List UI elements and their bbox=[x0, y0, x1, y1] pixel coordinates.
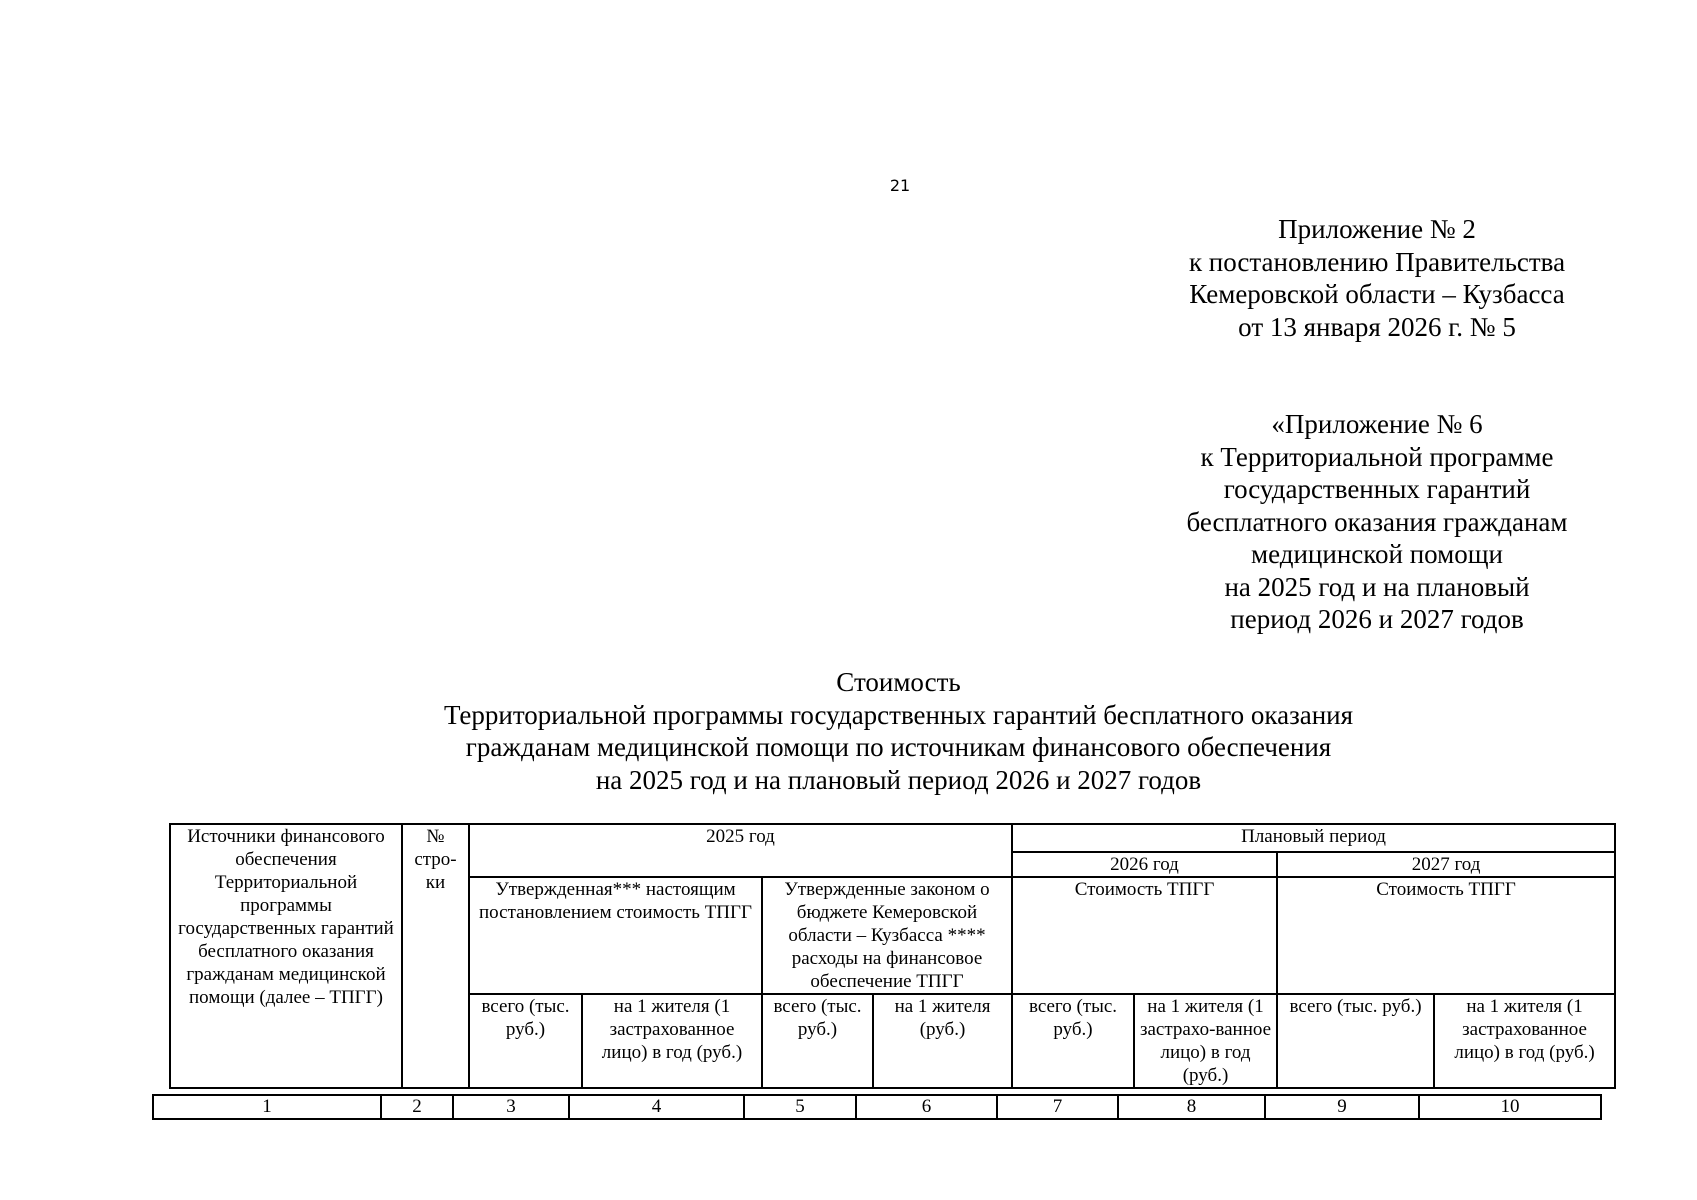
header-year-2027: 2027 год bbox=[1277, 852, 1615, 877]
subheader-per-capita: на 1 жителя (руб.) bbox=[873, 994, 1012, 1088]
subheader-per-capita: на 1 жителя (1 застрахо-ванное лицо) в год (руб.) bbox=[1134, 994, 1277, 1088]
annex-6-line: государственных гарантий bbox=[1223, 474, 1531, 504]
column-number: 9 bbox=[1265, 1095, 1419, 1119]
column-number: 6 bbox=[856, 1095, 997, 1119]
column-number: 8 bbox=[1118, 1095, 1265, 1119]
title-line: на 2025 год и на плановый период 2026 и 2027 годов bbox=[595, 764, 1202, 795]
cost-table-header bbox=[169, 823, 1616, 1089]
annex-2-line: к постановлению Правительства bbox=[1188, 246, 1566, 277]
annex-6-line: период 2026 и 2027 годов bbox=[1230, 604, 1524, 634]
header-approved-cost: Утвержденная*** настоящим постановлением стоимость ТПГГ bbox=[469, 877, 762, 994]
annex-6-line: медицинской помощи bbox=[1251, 539, 1503, 569]
annex-2-header bbox=[1147, 213, 1607, 343]
subheader-per-capita: на 1 жителя (1 застрахованное лицо) в год (руб.) bbox=[582, 994, 762, 1088]
title-line: Стоимость bbox=[836, 667, 961, 697]
document-title bbox=[300, 666, 1497, 796]
annex-6-line: «Приложение № 6 bbox=[1271, 409, 1483, 439]
annex-2-line: Кемеровской области – Кузбасса bbox=[1189, 279, 1565, 309]
title-line: гражданам медицинской помощи по источникам финансового обеспечения bbox=[465, 732, 1332, 762]
column-number: 7 bbox=[997, 1095, 1118, 1119]
subheader-total: всего (тыс. руб.) bbox=[762, 994, 873, 1088]
column-numbers-row bbox=[152, 1094, 1602, 1120]
annex-6-line: бесплатного оказания гражданам bbox=[1186, 506, 1568, 537]
header-law-expenses: Утвержденные законом о бюджете Кемеровской области – Кузбасса **** расходы на финансовое обеспечение ТПГГ bbox=[762, 877, 1012, 994]
column-number: 3 bbox=[453, 1095, 569, 1119]
header-cost-2027: Стоимость ТПГГ bbox=[1277, 877, 1615, 994]
annex-2-line: от 13 января 2026 г. № 5 bbox=[1238, 311, 1516, 342]
column-number: 2 bbox=[381, 1095, 453, 1119]
header-row-number: № стро-ки bbox=[402, 824, 469, 1088]
column-number: 4 bbox=[569, 1095, 744, 1119]
header-planned-period: Плановый период bbox=[1012, 824, 1615, 852]
column-number: 5 bbox=[744, 1095, 856, 1119]
subheader-total: всего (тыс. руб.) bbox=[469, 994, 582, 1088]
header-cost-2026: Стоимость ТПГГ bbox=[1012, 877, 1277, 994]
page-number: 21 bbox=[889, 176, 911, 195]
annex-2-line: Приложение № 2 bbox=[1278, 214, 1476, 244]
header-year-2026: 2026 год bbox=[1012, 852, 1277, 877]
annex-6-line: к Территориальной программе bbox=[1200, 441, 1554, 472]
header-sources: Источники финансового обеспечения Территориальной программы государственных гарантий бесплатного оказания гражданам медицинской помощи (далее – ТПГГ) bbox=[170, 824, 402, 1088]
column-number: 10 bbox=[1419, 1095, 1601, 1119]
subheader-per-capita: на 1 жителя (1 застрахованное лицо) в год (руб.) bbox=[1434, 994, 1615, 1088]
header-year-2025: 2025 год bbox=[469, 824, 1012, 877]
annex-6-header bbox=[1147, 408, 1607, 636]
subheader-total: всего (тыс. руб.) bbox=[1277, 994, 1434, 1088]
annex-6-line: на 2025 год и на плановый bbox=[1224, 571, 1530, 602]
subheader-total: всего (тыс. руб.) bbox=[1012, 994, 1134, 1088]
column-number: 1 bbox=[153, 1095, 381, 1119]
title-line: Территориальной программы государственных гарантий бесплатного оказания bbox=[443, 699, 1354, 730]
